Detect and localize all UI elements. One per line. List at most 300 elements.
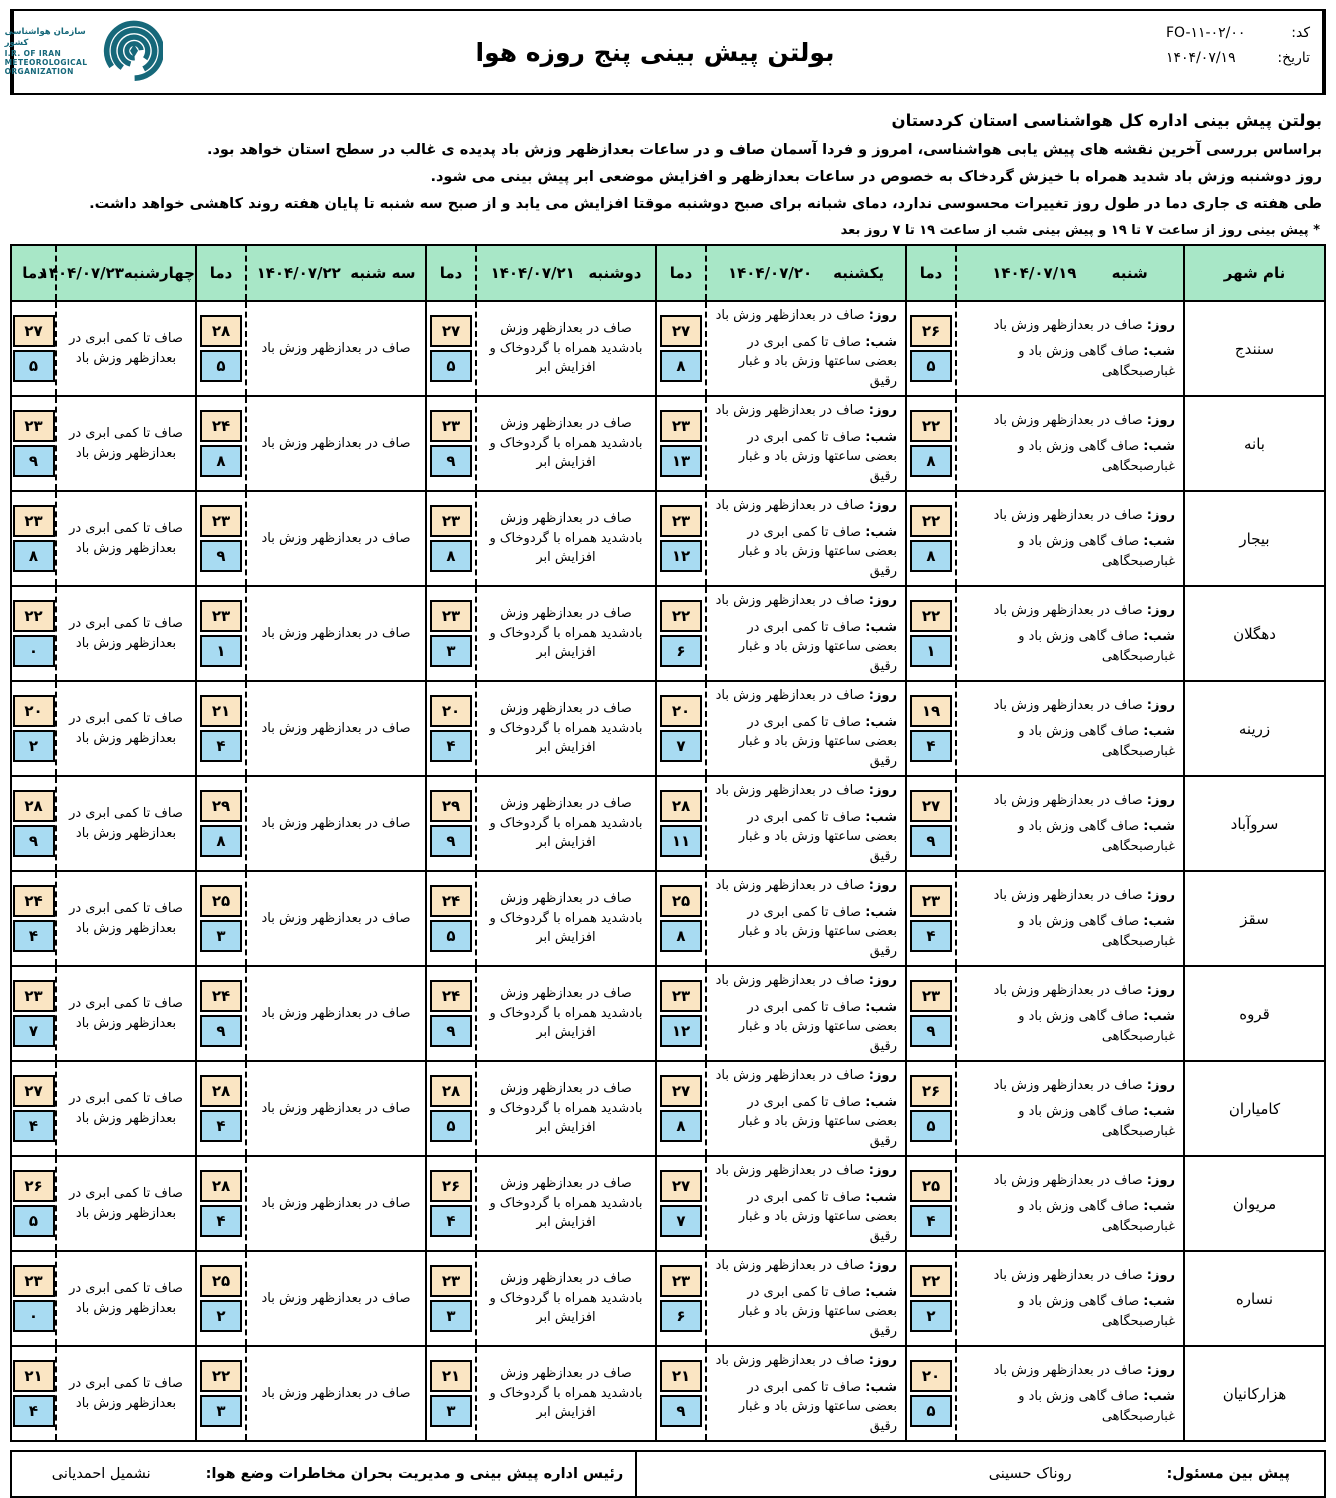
- temps-sunday: [656, 1061, 706, 1156]
- temp-value: ۲۵: [200, 1265, 242, 1297]
- temp-value: ۲۸: [430, 1075, 472, 1107]
- temp-value: ۲۴: [200, 980, 242, 1012]
- temps-sunday: [656, 301, 706, 396]
- temp-value: ۲۷: [660, 315, 702, 347]
- temp-value: ۹: [910, 825, 952, 857]
- temp-value: ۲۵: [660, 885, 702, 917]
- header-day-sunday: [706, 245, 906, 301]
- table-header-row: [11, 245, 1325, 301]
- temp-value: ۲۷: [660, 1170, 702, 1202]
- day-forecast-text: صاف در بعدازظهر وزش باد: [993, 412, 1143, 428]
- forecaster-label: پیش بین مسئول:: [1166, 1466, 1290, 1482]
- temp-value: ۵: [910, 1395, 952, 1427]
- night-forecast-text: صاف گاهی وزش باد و غبارصبحگاهی: [1018, 439, 1175, 474]
- night-label: شب:: [1143, 534, 1175, 550]
- forecast-tuesday: صاف در بعدازظهر وزش باد: [246, 966, 426, 1061]
- city-name: سقز: [1184, 871, 1325, 966]
- org-name-farsi: سازمان هواشناسی کشور: [4, 27, 86, 48]
- night-label: شب:: [1143, 914, 1175, 930]
- header-temp-monday: دما: [426, 245, 476, 301]
- day-label: روز:: [868, 498, 897, 513]
- table-row: [11, 1156, 1325, 1251]
- temp-value: ۲۳: [660, 980, 702, 1012]
- temps-monday: [426, 871, 476, 966]
- day-label: روز:: [1146, 317, 1175, 333]
- day-forecast-text: صاف در بعدازظهر وزش باد: [993, 982, 1143, 998]
- city-name: سنندج: [1184, 301, 1325, 396]
- temp-value: ۲۲: [910, 600, 952, 632]
- temp-value: ۳: [200, 1395, 242, 1427]
- signature-footer: [10, 1450, 1326, 1498]
- temp-value: ۲۸: [660, 790, 702, 822]
- temp-value: ۰: [13, 635, 55, 667]
- temp-value: ۵: [13, 1205, 55, 1237]
- temps-tuesday: [196, 396, 246, 491]
- forecast-wednesday: صاف تا کمی ابری در بعدازظهر وزش باد: [56, 871, 196, 966]
- night-label: شب:: [1143, 1294, 1175, 1310]
- temp-value: ۲۷: [13, 1075, 55, 1107]
- day-label: روز:: [1146, 792, 1175, 808]
- night-label: شب:: [865, 904, 897, 920]
- org-logo-box: [4, 11, 154, 93]
- temp-value: ۲۲: [660, 600, 702, 632]
- temps-sunday: [656, 491, 706, 586]
- temps-wednesday: [11, 301, 56, 396]
- header-temp-tuesday: دما: [196, 245, 246, 301]
- temp-value: ۲۳: [13, 1265, 55, 1297]
- weekday-date: ۱۴۰۴/۰۷/۲۰: [727, 264, 813, 282]
- night-forecast-text: صاف تا کمی ابری در بعضی ساعتها وزش باد و غبار رقیق: [738, 1189, 897, 1244]
- temp-value: ۹: [200, 1015, 242, 1047]
- temp-value: ۲۳: [13, 505, 55, 537]
- temp-value: ۸: [430, 540, 472, 572]
- day-forecast-text: صاف در بعدازظهر وزش باد: [715, 878, 865, 893]
- weekday-date: ۱۴۰۴/۰۷/۲۲: [256, 264, 341, 282]
- temp-value: ۹: [660, 1395, 702, 1427]
- temp-value: ۲۶: [910, 1075, 952, 1107]
- temp-value: ۲۷: [430, 315, 472, 347]
- night-forecast-text: صاف گاهی وزش باد و غبارصبحگاهی: [1018, 1104, 1175, 1139]
- temps-wednesday: [11, 1251, 56, 1346]
- temps-tuesday: [196, 1061, 246, 1156]
- temp-value: ۲۳: [430, 1265, 472, 1297]
- weekday-date: ۱۴۰۴/۰۷/۱۹: [992, 264, 1077, 282]
- forecast-sunday: [706, 491, 906, 586]
- temps-sunday: [656, 681, 706, 776]
- night-forecast-text: صاف تا کمی ابری در بعضی ساعتها وزش باد و غبار رقیق: [738, 1284, 897, 1339]
- temps-sunday: [656, 871, 706, 966]
- temp-value: ۲۳: [13, 410, 55, 442]
- night-label: شب:: [865, 429, 897, 445]
- night-label: شب:: [1143, 724, 1175, 740]
- temps-monday: [426, 1061, 476, 1156]
- day-label: روز:: [1146, 1362, 1175, 1378]
- header-day-tuesday: [246, 245, 426, 301]
- temps-wednesday: [11, 681, 56, 776]
- temps-monday: [426, 776, 476, 871]
- temp-value: ۶: [660, 635, 702, 667]
- temp-value: ۷: [13, 1015, 55, 1047]
- temps-wednesday: [11, 1346, 56, 1441]
- table-row: [11, 966, 1325, 1061]
- forecast-sunday: [706, 1061, 906, 1156]
- temp-value: ۴: [910, 920, 952, 952]
- night-forecast-text: صاف گاهی وزش باد و غبارصبحگاهی: [1018, 1389, 1175, 1424]
- temp-value: ۲۹: [430, 790, 472, 822]
- temp-value: ۴: [430, 730, 472, 762]
- temp-value: ۲۶: [430, 1170, 472, 1202]
- intro-line-1: براساس بررسی آخرین نقشه های پیش یابی هواشناسی، امروز و فردا آسمان صاف و در ساعات بعدازظهر وزش باد پدیده ی غالب در سطح استان خواهد بود.: [206, 142, 1322, 158]
- day-label: روز:: [868, 403, 897, 418]
- day-forecast-text: صاف در بعدازظهر وزش باد: [715, 1353, 865, 1368]
- meteorological-spiral-icon: [89, 13, 163, 91]
- temp-value: ۹: [430, 445, 472, 477]
- temps-monday: [426, 1251, 476, 1346]
- temps-saturday: [906, 491, 956, 586]
- night-label: شب:: [1143, 629, 1175, 645]
- temp-value: ۲۰: [430, 695, 472, 727]
- temps-monday: [426, 491, 476, 586]
- temps-wednesday: [11, 1156, 56, 1251]
- day-forecast-text: صاف در بعدازظهر وزش باد: [715, 593, 865, 608]
- temp-value: ۲۹: [200, 790, 242, 822]
- temp-value: ۲۰: [910, 1360, 952, 1392]
- weekday-name: دوشنبه: [588, 264, 642, 282]
- night-label: شب:: [865, 619, 897, 635]
- night-label: شب:: [1143, 1199, 1175, 1215]
- temp-value: ۹: [200, 540, 242, 572]
- chief-name: نشمیل احمدیانی: [51, 1466, 151, 1482]
- temp-value: ۲۰: [13, 695, 55, 727]
- day-label: روز:: [1146, 1267, 1175, 1283]
- day-label: روز:: [868, 308, 897, 323]
- temp-value: ۲۲: [13, 600, 55, 632]
- table-row: [11, 491, 1325, 586]
- forecast-hours-note: * پیش بینی روز از ساعت ۷ تا ۱۹ و پیش بینی شب از ساعت ۱۹ تا ۷ روز بعد: [840, 223, 1320, 238]
- temp-value: ۱۱: [660, 825, 702, 857]
- temps-wednesday: [11, 491, 56, 586]
- header-temp-sunday: دما: [656, 245, 706, 301]
- temps-saturday: [906, 396, 956, 491]
- temp-value: ۲۶: [910, 315, 952, 347]
- night-label: شب:: [865, 334, 897, 350]
- temp-value: ۲۲: [910, 410, 952, 442]
- temps-sunday: [656, 1156, 706, 1251]
- forecast-wednesday: صاف تا کمی ابری در بعدازظهر وزش باد: [56, 301, 196, 396]
- org-name-en-3: ORGANIZATION: [4, 67, 74, 77]
- temp-value: ۲۳: [660, 1265, 702, 1297]
- temps-saturday: [906, 301, 956, 396]
- temps-tuesday: [196, 681, 246, 776]
- temp-value: ۱۳: [660, 445, 702, 477]
- day-label: روز:: [868, 688, 897, 703]
- day-forecast-text: صاف در بعدازظهر وزش باد: [715, 308, 865, 323]
- day-label: روز:: [1146, 602, 1175, 618]
- intro-heading: بولتن پیش بینی اداره کل هواشناسی استان کردستان: [891, 111, 1322, 130]
- temp-value: ۲۳: [430, 505, 472, 537]
- day-label: روز:: [868, 1258, 897, 1273]
- city-name: بیجار: [1184, 491, 1325, 586]
- intro-line-2: روز دوشنبه وزش باد شدید همراه با خیزش گردخاک به خصوص در ساعات بعدازظهر و افزایش موضعی ابر پیش بینی می شود.: [430, 169, 1322, 185]
- temps-sunday: [656, 1251, 706, 1346]
- forecast-saturday: [956, 966, 1184, 1061]
- forecast-monday: صاف در بعدازظهر وزش بادشدید همراه با گردوخاک و افزایش ابر: [476, 1061, 656, 1156]
- temp-value: ۲۵: [200, 885, 242, 917]
- night-label: شب:: [865, 1284, 897, 1300]
- night-label: شب:: [1143, 1104, 1175, 1120]
- temp-value: ۳: [430, 635, 472, 667]
- forecast-monday: صاف در بعدازظهر وزش بادشدید همراه با گردوخاک و افزایش ابر: [476, 966, 656, 1061]
- temp-value: ۸: [660, 920, 702, 952]
- day-label: روز:: [1146, 412, 1175, 428]
- temp-value: ۲۷: [660, 1075, 702, 1107]
- night-label: شب:: [1143, 1389, 1175, 1405]
- night-forecast-text: صاف گاهی وزش باد و غبارصبحگاهی: [1018, 344, 1175, 379]
- temps-sunday: [656, 396, 706, 491]
- day-forecast-text: صاف در بعدازظهر وزش باد: [993, 317, 1143, 333]
- forecast-tuesday: صاف در بعدازظهر وزش باد: [246, 301, 426, 396]
- forecast-tuesday: صاف در بعدازظهر وزش باد: [246, 871, 426, 966]
- forecast-sunday: [706, 871, 906, 966]
- page-title: بولتن پیش بینی پنج روزه هوا: [475, 37, 835, 67]
- forecast-monday: صاف در بعدازظهر وزش بادشدید همراه با گردوخاک و افزایش ابر: [476, 396, 656, 491]
- forecast-tuesday: صاف در بعدازظهر وزش باد: [246, 1251, 426, 1346]
- temp-value: ۲۳: [200, 600, 242, 632]
- temp-value: ۴: [910, 730, 952, 762]
- day-forecast-text: صاف در بعدازظهر وزش باد: [715, 1163, 865, 1178]
- weekday-name: یکشنبه: [833, 264, 885, 282]
- forecast-saturday: [956, 491, 1184, 586]
- day-label: روز:: [1146, 1172, 1175, 1188]
- temp-value: ۲۱: [660, 1360, 702, 1392]
- temps-tuesday: [196, 586, 246, 681]
- forecast-sunday: [706, 1251, 906, 1346]
- temp-value: ۲۶: [13, 1170, 55, 1202]
- temps-sunday: [656, 966, 706, 1061]
- night-label: شب:: [865, 1094, 897, 1110]
- temp-value: ۲۸: [200, 1075, 242, 1107]
- night-label: شب:: [1143, 1009, 1175, 1025]
- header-day-wednesday: [39, 245, 196, 301]
- temps-monday: [426, 681, 476, 776]
- header-city: نام شهر: [1184, 245, 1325, 301]
- forecast-saturday: [956, 301, 1184, 396]
- temps-saturday: [906, 776, 956, 871]
- temps-wednesday: [11, 966, 56, 1061]
- temps-monday: [426, 301, 476, 396]
- temps-tuesday: [196, 1156, 246, 1251]
- temps-sunday: [656, 1346, 706, 1441]
- forecast-wednesday: صاف تا کمی ابری در بعدازظهر وزش باد: [56, 966, 196, 1061]
- night-label: شب:: [865, 1189, 897, 1205]
- temps-saturday: [906, 681, 956, 776]
- day-forecast-text: صاف در بعدازظهر وزش باد: [993, 1267, 1143, 1283]
- table-row: [11, 396, 1325, 491]
- table-row: [11, 586, 1325, 681]
- night-forecast-text: صاف گاهی وزش باد و غبارصبحگاهی: [1018, 914, 1175, 949]
- day-label: روز:: [868, 1163, 897, 1178]
- temp-value: ۸: [660, 1110, 702, 1142]
- temp-value: ۵: [430, 1110, 472, 1142]
- temp-value: ۵: [430, 920, 472, 952]
- table-row: [11, 301, 1325, 396]
- temp-value: ۲۷: [910, 790, 952, 822]
- night-forecast-text: صاف تا کمی ابری در بعضی ساعتها وزش باد و غبار رقیق: [738, 999, 897, 1054]
- night-forecast-text: صاف گاهی وزش باد و غبارصبحگاهی: [1018, 819, 1175, 854]
- org-logo-text: [5, 27, 88, 76]
- night-forecast-text: صاف تا کمی ابری در بعضی ساعتها وزش باد و غبار رقیق: [738, 429, 897, 484]
- temp-value: ۸: [910, 540, 952, 572]
- forecast-wednesday: صاف تا کمی ابری در بعدازظهر وزش باد: [56, 586, 196, 681]
- forecast-table: [10, 244, 1326, 1442]
- day-label: روز:: [868, 1068, 897, 1083]
- temp-value: ۲۳: [430, 410, 472, 442]
- night-forecast-text: صاف تا کمی ابری در بعضی ساعتها وزش باد و غبار رقیق: [738, 524, 897, 579]
- day-label: روز:: [868, 1353, 897, 1368]
- temp-value: ۵: [910, 350, 952, 382]
- table-row: [11, 1346, 1325, 1441]
- night-label: شب:: [865, 809, 897, 825]
- table-row: [11, 776, 1325, 871]
- temp-value: ۱: [200, 635, 242, 667]
- temp-value: ۲۲: [200, 1360, 242, 1392]
- temps-monday: [426, 966, 476, 1061]
- day-forecast-text: صاف در بعدازظهر وزش باد: [993, 792, 1143, 808]
- temp-value: ۴: [13, 920, 55, 952]
- temp-value: ۹: [13, 825, 55, 857]
- temp-value: ۸: [13, 540, 55, 572]
- day-forecast-text: صاف در بعدازظهر وزش باد: [715, 973, 865, 988]
- temp-value: ۴: [430, 1205, 472, 1237]
- temps-sunday: [656, 586, 706, 681]
- temp-value: ۲۴: [430, 885, 472, 917]
- forecast-monday: صاف در بعدازظهر وزش بادشدید همراه با گردوخاک و افزایش ابر: [476, 491, 656, 586]
- temp-value: ۲۷: [13, 315, 55, 347]
- temp-value: ۲۱: [13, 1360, 55, 1392]
- forecast-tuesday: صاف در بعدازظهر وزش باد: [246, 681, 426, 776]
- temps-tuesday: [196, 871, 246, 966]
- header-day-monday: [476, 245, 656, 301]
- date-value: ۱۴۰۴/۰۷/۱۹: [1166, 50, 1236, 66]
- temp-value: ۴: [200, 1205, 242, 1237]
- forecast-monday: صاف در بعدازظهر وزش بادشدید همراه با گردوخاک و افزایش ابر: [476, 776, 656, 871]
- forecast-saturday: [956, 1061, 1184, 1156]
- intro-section: [10, 95, 1326, 238]
- temp-value: ۲۲: [910, 1265, 952, 1297]
- weekday-date: ۱۴۰۴/۰۷/۲۳: [39, 264, 124, 282]
- temp-value: ۲۳: [910, 885, 952, 917]
- header-temp-saturday: دما: [906, 245, 956, 301]
- forecast-monday: صاف در بعدازظهر وزش بادشدید همراه با گردوخاک و افزایش ابر: [476, 1156, 656, 1251]
- night-forecast-text: صاف تا کمی ابری در بعضی ساعتها وزش باد و غبار رقیق: [738, 619, 897, 674]
- temp-value: ۲۴: [200, 410, 242, 442]
- temp-value: ۱: [910, 635, 952, 667]
- temp-value: ۱۹: [910, 695, 952, 727]
- temps-tuesday: [196, 966, 246, 1061]
- city-name: زرینه: [1184, 681, 1325, 776]
- temp-value: ۵: [13, 350, 55, 382]
- temp-value: ۳: [200, 920, 242, 952]
- forecaster-name: روناک حسینی: [988, 1466, 1072, 1482]
- city-name: سروآباد: [1184, 776, 1325, 871]
- temp-value: ۴: [910, 1205, 952, 1237]
- temps-saturday: [906, 1251, 956, 1346]
- night-forecast-text: صاف تا کمی ابری در بعضی ساعتها وزش باد و غبار رقیق: [738, 904, 897, 959]
- temp-value: ۵: [200, 350, 242, 382]
- temp-value: ۵: [430, 350, 472, 382]
- intro-line-3: طی هفته ی جاری دما در طول روز تغییرات محسوسی ندارد، دمای شبانه برای صبح دوشنبه موقتا افزایش می یابد و از صبح سه شنبه تا پایان هفته روند کاهشی خواهد داشت.: [89, 196, 1322, 212]
- forecast-saturday: [956, 776, 1184, 871]
- temps-monday: [426, 1346, 476, 1441]
- temps-saturday: [906, 966, 956, 1061]
- city-name: قروه: [1184, 966, 1325, 1061]
- temp-value: ۱۲: [660, 1015, 702, 1047]
- night-label: شب:: [865, 714, 897, 730]
- forecast-monday: صاف در بعدازظهر وزش بادشدید همراه با گردوخاک و افزایش ابر: [476, 681, 656, 776]
- forecast-saturday: [956, 681, 1184, 776]
- day-label: روز:: [868, 593, 897, 608]
- temp-value: ۲۲: [910, 505, 952, 537]
- temp-value: ۲۸: [200, 315, 242, 347]
- forecast-tuesday: صاف در بعدازظهر وزش باد: [246, 491, 426, 586]
- forecast-wednesday: صاف تا کمی ابری در بعدازظهر وزش باد: [56, 1061, 196, 1156]
- day-label: روز:: [868, 878, 897, 893]
- temps-wednesday: [11, 776, 56, 871]
- forecast-tuesday: صاف در بعدازظهر وزش باد: [246, 396, 426, 491]
- city-name: نساره: [1184, 1251, 1325, 1346]
- org-name-en-2: METEOROLOGICAL: [4, 57, 88, 67]
- temps-tuesday: [196, 491, 246, 586]
- code-value: FO-۱۱-۰۲/۰۰: [1166, 25, 1246, 41]
- table-row: [11, 1061, 1325, 1156]
- code-date-box: [1156, 11, 1324, 93]
- temp-value: ۵: [910, 1110, 952, 1142]
- temp-value: ۸: [200, 825, 242, 857]
- temps-wednesday: [11, 1061, 56, 1156]
- city-name: دهگلان: [1184, 586, 1325, 681]
- document-header: [4, 9, 1326, 95]
- forecast-monday: صاف در بعدازظهر وزش بادشدید همراه با گردوخاک و افزایش ابر: [476, 586, 656, 681]
- day-forecast-text: صاف در بعدازظهر وزش باد: [993, 602, 1143, 618]
- temp-value: ۴: [200, 730, 242, 762]
- night-forecast-text: صاف تا کمی ابری در بعضی ساعتها وزش باد و غبار رقیق: [738, 809, 897, 864]
- night-forecast-text: صاف گاهی وزش باد و غبارصبحگاهی: [1018, 629, 1175, 664]
- temps-monday: [426, 396, 476, 491]
- forecast-wednesday: صاف تا کمی ابری در بعدازظهر وزش باد: [56, 681, 196, 776]
- weekday-name: چهارشنبه: [123, 264, 195, 282]
- day-forecast-text: صاف در بعدازظهر وزش باد: [715, 498, 865, 513]
- forecast-wednesday: صاف تا کمی ابری در بعدازظهر وزش باد: [56, 1156, 196, 1251]
- temp-value: ۱۲: [660, 540, 702, 572]
- forecast-sunday: [706, 1346, 906, 1441]
- day-label: روز:: [1146, 982, 1175, 998]
- temp-value: ۲: [910, 1300, 952, 1332]
- temp-value: ۳: [430, 1300, 472, 1332]
- table-row: [11, 1251, 1325, 1346]
- forecast-tuesday: صاف در بعدازظهر وزش باد: [246, 1156, 426, 1251]
- forecast-sunday: [706, 1156, 906, 1251]
- night-forecast-text: صاف گاهی وزش باد و غبارصبحگاهی: [1018, 1009, 1175, 1044]
- day-label: روز:: [868, 783, 897, 798]
- temps-tuesday: [196, 1251, 246, 1346]
- forecast-wednesday: صاف تا کمی ابری در بعدازظهر وزش باد: [56, 396, 196, 491]
- forecast-monday: صاف در بعدازظهر وزش بادشدید همراه با گردوخاک و افزایش ابر: [476, 1251, 656, 1346]
- forecast-saturday: [956, 1251, 1184, 1346]
- day-forecast-text: صاف در بعدازظهر وزش باد: [993, 1362, 1143, 1378]
- temp-value: ۲۳: [430, 600, 472, 632]
- day-forecast-text: صاف در بعدازظهر وزش باد: [715, 688, 865, 703]
- forecast-tuesday: صاف در بعدازظهر وزش باد: [246, 586, 426, 681]
